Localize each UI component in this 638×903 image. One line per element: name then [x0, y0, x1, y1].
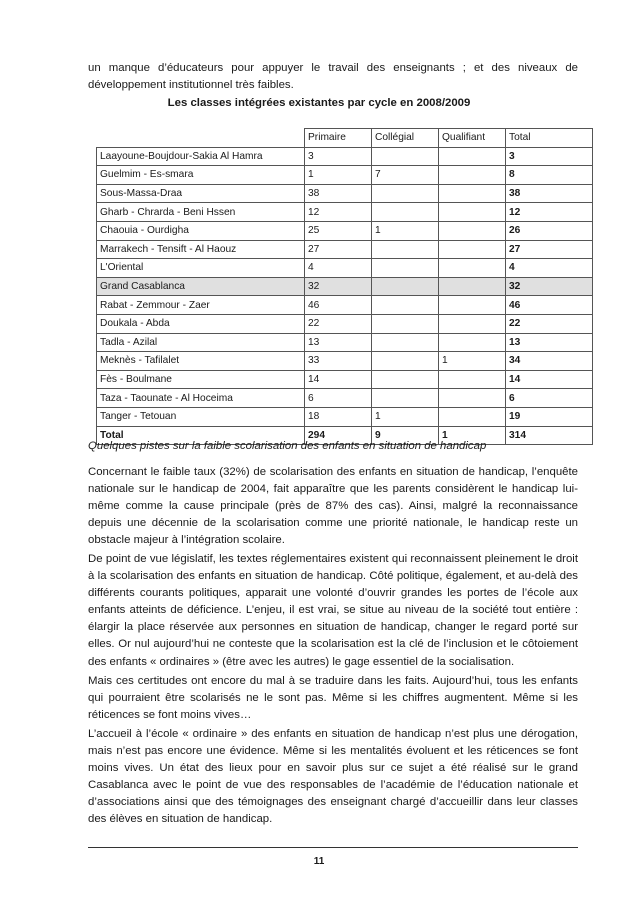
value-cell: [372, 389, 439, 408]
body-paragraph: Concernant le faible taux (32%) de scolarisation des enfants en situation de handicap, l’enquête nationale sur le handicap de 2004, fait apparaître que les parents considèrent le handicap lui-même comme la cause principale (près de 87% des cas). Ainsi, malgré la reconnaissance depuis une décennie de la scolarisation comme une priorité nationale, le handicap reste un obstacle majeur à l’intégration scolaire.: [88, 466, 578, 547]
value-cell: 3: [305, 147, 372, 166]
value-cell: [439, 259, 506, 278]
header-cell: Total: [506, 129, 593, 148]
value-cell: 7: [372, 166, 439, 185]
value-cell: 6: [506, 389, 593, 408]
value-cell: 13: [305, 333, 372, 352]
value-cell: 1: [439, 352, 506, 371]
value-cell: [439, 240, 506, 259]
value-cell: 26: [506, 221, 593, 240]
value-cell: 4: [506, 259, 593, 278]
region-cell: L'Oriental: [97, 259, 305, 278]
value-cell: [372, 240, 439, 259]
table-row: [97, 277, 593, 296]
value-cell: [439, 370, 506, 389]
value-cell: [439, 184, 506, 203]
value-cell: 19: [506, 407, 593, 426]
value-cell: [439, 203, 506, 222]
total-label-cell: Total: [97, 426, 305, 445]
body-paragraph: De point de vue législatif, les textes réglementaires existent qui reconnaissent pleinement le droit à la scolarisation des enfants en situation de handicap. Côté politique, également, et au-delà des différents courants politiques, apparait une volonté d’ouvrir grandes les portes de l’école aux enfants atteints de déficience. L’enjeu, il est vrai, se situe au niveau de la société tout entière : élargir la place réservée aux personnes en situation de handicap, changer le regard porté sur elles. Or nul aujourd’hui ne conteste que la scolarisation est la clé de l’inclusion et le côtoiement des enfants « ordinaires » (être avec les autres) le gage essentiel de la socialisation.: [88, 553, 578, 668]
region-cell: Grand Casablanca: [97, 277, 305, 296]
value-cell: 6: [305, 389, 372, 408]
classes-table: [96, 128, 593, 445]
table-row: [97, 184, 593, 203]
value-cell: [372, 352, 439, 371]
value-cell: 12: [305, 203, 372, 222]
value-cell: 18: [305, 407, 372, 426]
total-value-cell: 294: [305, 426, 372, 445]
value-cell: 3: [506, 147, 593, 166]
section-subheading: Quelques pistes sur la faible scolarisation des enfants en situation de handicap: [88, 440, 487, 452]
region-cell: Doukala - Abda: [97, 314, 305, 333]
value-cell: [439, 314, 506, 333]
region-cell: Fès - Boulmane: [97, 370, 305, 389]
intro-paragraph: un manque d’éducateurs pour appuyer le travail des enseignants ; et des niveaux de développement institutionnel très faibles.: [88, 62, 578, 92]
table-title: Les classes intégrées existantes par cycle en 2008/2009: [167, 97, 471, 109]
region-cell: Tadla - Azilal: [97, 333, 305, 352]
header-cell: Qualifiant: [439, 129, 506, 148]
value-cell: [372, 259, 439, 278]
value-cell: 22: [305, 314, 372, 333]
header-cell: Collégial: [372, 129, 439, 148]
table-row: [97, 166, 593, 185]
value-cell: [439, 166, 506, 185]
value-cell: [372, 277, 439, 296]
body-paragraph: L’accueil à l’école « ordinaire » des enfants en situation de handicap n’est plus une dérogation, mais n’est pas encore une évidence. Même si les mentalités évoluent et les réticences se font moins vives. Un état des lieux pour en savoir plus sur ce sujet a été réalisé sur le grand Casablanca avec le point de vue des responsables de l’académie de l’éducation nationale et d’associations ainsi que des témoignages des enseignant chargé d’accueillir dans leur classes des élèves en situation de handicap.: [88, 728, 578, 826]
value-cell: 46: [305, 296, 372, 315]
body-paragraph: Mais ces certitudes ont encore du mal à se traduire dans les faits. Aujourd’hui, tous les enfants qui pourraient être scolarisés ne le sont pas. Même si les chiffres augmentent. Même si les réticences se font moins vives…: [88, 675, 578, 722]
total-value-cell: 1: [439, 426, 506, 445]
total-value-cell: 314: [506, 426, 593, 445]
table-row: [97, 370, 593, 389]
footer-rule: [88, 847, 578, 848]
region-cell: Sous-Massa-Draa: [97, 184, 305, 203]
value-cell: 1: [372, 407, 439, 426]
value-cell: [372, 314, 439, 333]
value-cell: 27: [506, 240, 593, 259]
value-cell: 34: [506, 352, 593, 371]
value-cell: 1: [305, 166, 372, 185]
table-row: [97, 407, 593, 426]
value-cell: 46: [506, 296, 593, 315]
region-cell: Laayoune-Boujdour-Sakia Al Hamra: [97, 147, 305, 166]
table-row: [97, 389, 593, 408]
value-cell: 38: [506, 184, 593, 203]
value-cell: [439, 277, 506, 296]
value-cell: [439, 296, 506, 315]
header-blank-cell: [97, 129, 305, 148]
region-cell: Chaouia - Ourdigha: [97, 221, 305, 240]
value-cell: [439, 389, 506, 408]
table-row: [97, 240, 593, 259]
value-cell: 14: [506, 370, 593, 389]
value-cell: [372, 184, 439, 203]
value-cell: 27: [305, 240, 372, 259]
table-header-row: [97, 129, 593, 148]
region-cell: Guelmim - Es-smara: [97, 166, 305, 185]
table-row: [97, 314, 593, 333]
value-cell: [372, 147, 439, 166]
header-cell: Primaire: [305, 129, 372, 148]
page-number: 11: [313, 856, 325, 867]
value-cell: 1: [372, 221, 439, 240]
value-cell: 4: [305, 259, 372, 278]
value-cell: [439, 221, 506, 240]
value-cell: 32: [506, 277, 593, 296]
value-cell: 13: [506, 333, 593, 352]
table-row: [97, 259, 593, 278]
region-cell: Taza - Taounate - Al Hoceima: [97, 389, 305, 408]
value-cell: [439, 407, 506, 426]
table-row: [97, 221, 593, 240]
value-cell: [372, 296, 439, 315]
table-row: [97, 333, 593, 352]
region-cell: Gharb - Chrarda - Beni Hssen: [97, 203, 305, 222]
region-cell: Tanger - Tetouan: [97, 407, 305, 426]
value-cell: [372, 203, 439, 222]
value-cell: 32: [305, 277, 372, 296]
value-cell: [439, 333, 506, 352]
value-cell: 22: [506, 314, 593, 333]
value-cell: 12: [506, 203, 593, 222]
region-cell: Rabat - Zemmour - Zaer: [97, 296, 305, 315]
table-row: [97, 203, 593, 222]
value-cell: 14: [305, 370, 372, 389]
total-value-cell: 9: [372, 426, 439, 445]
value-cell: [372, 370, 439, 389]
value-cell: 25: [305, 221, 372, 240]
value-cell: 8: [506, 166, 593, 185]
region-cell: Marrakech - Tensift - Al Haouz: [97, 240, 305, 259]
value-cell: [439, 147, 506, 166]
region-cell: Meknès - Tafilalet: [97, 352, 305, 371]
table-row: [97, 296, 593, 315]
value-cell: 33: [305, 352, 372, 371]
table-row: [97, 352, 593, 371]
value-cell: [372, 333, 439, 352]
table-row: [97, 147, 593, 166]
value-cell: 38: [305, 184, 372, 203]
